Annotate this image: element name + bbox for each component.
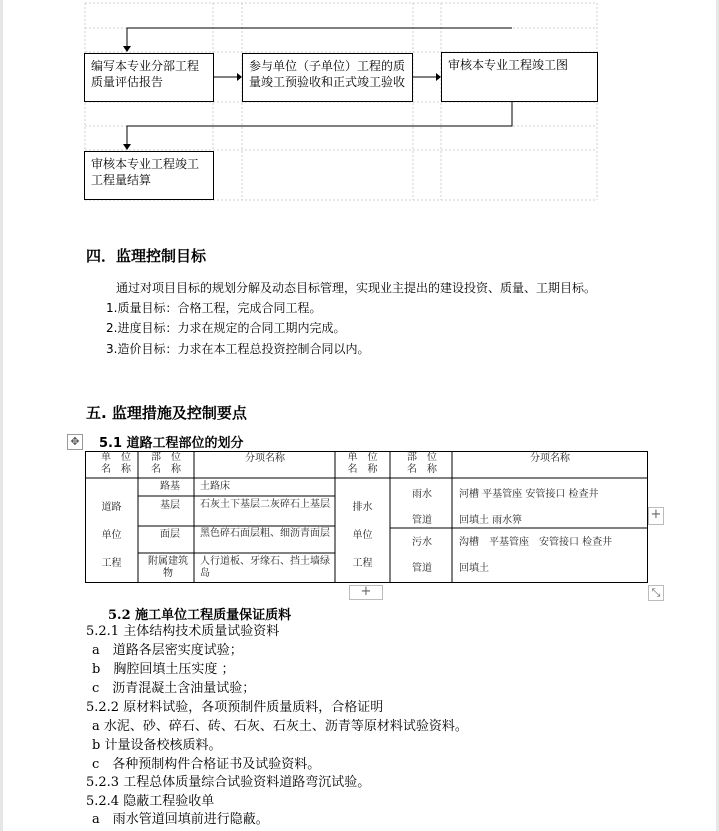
header-part-name-2 [391,452,453,476]
line-5-2-2: 5.2.2 原材料试验，各项预制件质量质料，合格证明 [86,700,384,715]
road-item-base: 石灰土下基层二灰碎石上基层 [200,499,330,510]
section-4-title: 四．监理控制目标 [86,247,207,265]
drain-item-storm [459,482,645,534]
line-5-2-1-a: a 道路各层密实度试验； [92,643,243,658]
add-row-plus-icon[interactable]: + [349,585,383,600]
road-unit-name [85,494,138,578]
line-5-2-4-a: a 雨水管道回填前进行隐蔽。 [92,812,269,827]
header-unit-name [94,452,138,476]
line-5-2-3: 5.2.3 工程总体质量综合试验资料道路弯沉试验。 [86,775,371,790]
header-line: 名 称 [101,464,131,475]
drain-unit-line: 排水 [352,502,373,513]
road-part-base: 基层 [160,500,180,511]
table-resize-handle-icon[interactable]: ⤡ [648,585,664,601]
flow-box-evaluation-report [84,53,214,102]
section-5-2-title: 5.2 施工单位工程质量保证质料 [108,608,292,623]
line-5-2-2-b: b 计量设备校核质料。 [92,738,222,753]
road-part-ancillary: 附属建筑物 [148,556,188,579]
line-5-2-2-a: a 水泥、砂、碎石、砖、石灰、石灰土、沥青等原材料试验资料。 [92,719,468,734]
header-line: 部 位 [151,452,181,463]
flow-box-label: 审核本专业工程竣工图 [448,58,569,72]
road-item-subgrade: 土路床 [200,481,230,492]
drain-item-line: 沟槽 平基管座 安管接口 检查井 [459,537,613,548]
section-4-intro: 通过对项目目标的规划分解及动态目标管理，实现业主提出的建设投资、质量、工期目标。 [116,281,597,295]
drain-part-line: 污水 [412,537,432,548]
drain-item-sewage [459,530,645,582]
road-unit-line: 单位 [101,530,122,541]
line-5-2-1-b: b 胸腔回填土压实度 ； [92,662,235,677]
table-move-handle-icon[interactable]: ✥ [67,434,83,450]
section-5-1-title: 5.1 道路工程部位的划分 [99,436,244,451]
drain-unit-line: 单位 [352,530,373,541]
drain-part-sewage [391,530,453,582]
header-line: 部 位 [407,452,437,463]
flow-box-label: 审核本专业工程竣工工程量结算 [91,157,200,187]
drain-item-line: 回填土 [459,563,489,574]
drain-item-line: 回填土 雨水箅 [459,515,523,526]
line-5-2-1: 5.2.1 主体结构技术质量试验资料 [86,624,280,639]
header-part-name [144,452,188,476]
flow-box-label: 参与单位（子单位）工程的质量竣工预验收和正式竣工验收 [249,59,406,89]
flow-box-settlement [84,151,214,200]
drain-unit-line: 工程 [352,558,373,569]
header-unit-name-2 [335,452,390,476]
goal-schedule: 2.进度目标：力求在规定的合同工期内完成。 [106,321,346,335]
flow-box-label: 编写本专业分部工程质量评估报告 [91,59,200,89]
road-part-subgrade: 路基 [160,481,180,492]
road-item-ancillary: 人行道板、牙缘石、挡土墙绿岛 [200,556,330,579]
header-line: 单 位 [347,452,378,463]
line-5-2-1-c: c 沥青混凝土含油量试验； [92,681,256,696]
header-item-name: 分项名称 [245,453,285,464]
line-5-2-4: 5.2.4 隐蔽工程验收单 [86,794,215,809]
header-item-name-2: 分项名称 [530,453,570,464]
goal-cost: 3.造价目标：力求在本工程总投资控制合同以内。 [106,342,370,356]
header-line: 名 称 [407,464,437,475]
road-unit-line: 道路 [101,502,122,513]
drain-part-storm [391,482,453,534]
line-5-2-2-c: c 各种预制构件合格证书及试验资料。 [92,757,321,772]
road-part-surface: 面层 [160,529,180,540]
header-line: 名 称 [151,464,181,475]
drain-part-line: 管道 [412,563,432,574]
drain-part-line: 管道 [412,515,432,526]
drain-item-line: 河槽 平基管座 安管接口 检查井 [459,489,599,500]
drain-part-line: 雨水 [412,489,432,500]
add-column-plus-icon[interactable]: + [648,507,664,525]
drain-unit-name [335,494,390,578]
flow-box-as-built-drawings [441,52,598,102]
flow-box-acceptance [242,53,413,102]
header-line: 单 位 [101,452,131,463]
road-unit-line: 工程 [101,558,122,569]
goal-quality: 1.质量目标：合格工程，完成合同工程。 [106,301,322,315]
road-item-surface: 黑色碎石面层粗、细沥青面层 [200,528,330,539]
section-5-title: 五. 监理措施及控制要点 [86,404,247,422]
header-line: 名 称 [347,464,378,475]
